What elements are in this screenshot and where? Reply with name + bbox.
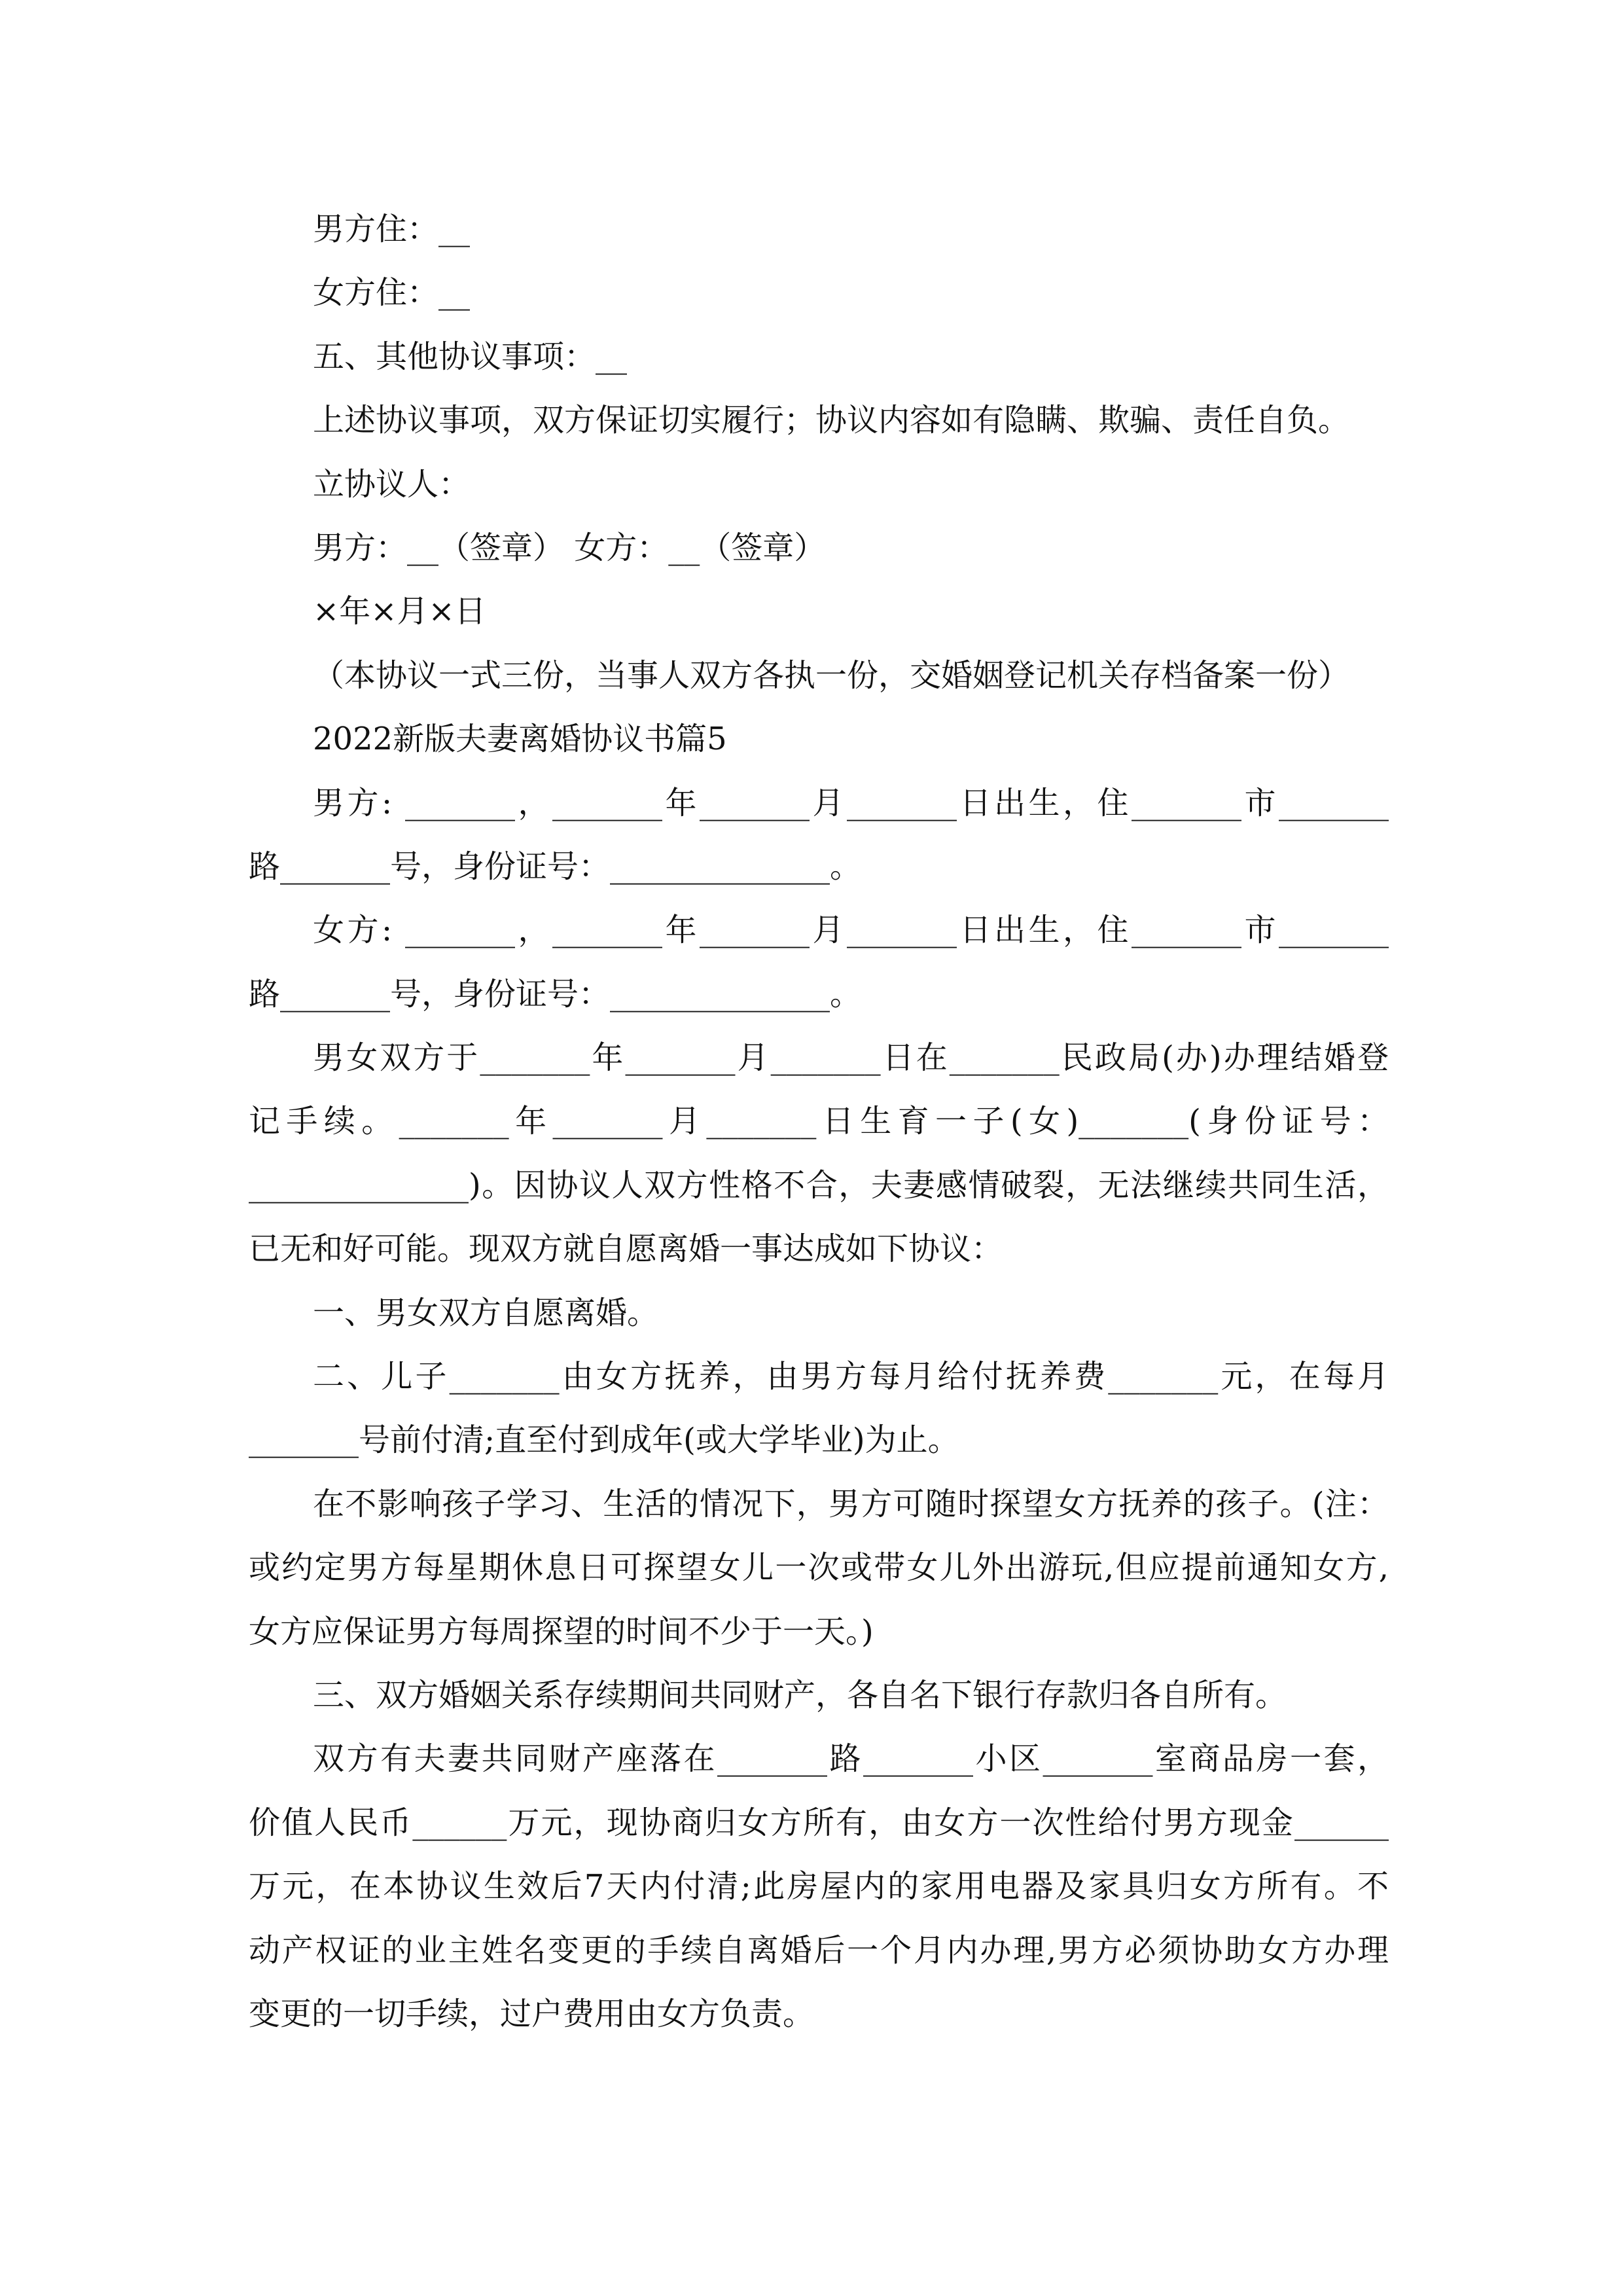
text-line: 立协议人：	[313, 465, 471, 503]
text-line: 三、双方婚姻关系存续期间共同财产，各自名下银行存款归各自所有。	[313, 1676, 1287, 1713]
text-line: 或约定男方每星期休息日可探望女儿一次或带女儿外出游玩,但应提前通知女方,	[249, 1549, 1389, 1587]
text-line: 价值人民币______万元，现协商归女方所有，由女方一次性给付男方现金______	[249, 1804, 1389, 1841]
signature-line: 男方：__（签章） 女方：__（签章）	[313, 529, 826, 566]
text-line: 在不影响孩子学习、生活的情况下，男方可随时探望女方抚养的孩子。(注：	[313, 1485, 1389, 1522]
text-line: 已无和好可能。现双方就自愿离婚一事达成如下协议：	[249, 1230, 1003, 1268]
text-line: 女方: _______，_______年_______月_______日出生，住_______市_______	[313, 912, 1389, 949]
text-line: 双方有夫妻共同财产座落在_______路_______小区_______室商品房一套，	[313, 1740, 1389, 1778]
text-line: 动产权证的业主姓名变更的手续自离婚后一个月内办理,男方必须协助女方办理	[249, 1931, 1389, 1969]
text-line: （本协议一式三份，当事人双方各执一份，交婚姻登记机关存档备案一份）	[313, 656, 1350, 694]
document-page	[249, 198, 1389, 2046]
text-line: 男方: _______，_______年_______月_______日出生，住_______市_______	[313, 784, 1389, 821]
text-line: _______号前付清;直至付到成年(或大学毕业)为止。	[249, 1422, 959, 1459]
date-line: ×年×月×日	[313, 593, 486, 630]
text-line: 上述协议事项，双方保证切实履行；协议内容如有隐瞒、欺骗、责任自负。	[313, 402, 1350, 439]
text-line: ______________)。因协议人双方性格不合，夫妻感情破裂，无法继续共同生活，	[249, 1166, 1389, 1204]
text-line: 变更的一切手续，过户费用由女方负责。	[249, 1995, 815, 2032]
section-title: 2022新版夫妻离婚协议书篇5	[313, 721, 727, 758]
text-line: 万元，在本协议生效后7天内付清;此房屋内的家用电器及家具归女方所有。不	[249, 1868, 1389, 1905]
text-line: 男女双方于_______年_______月_______日在_______民政局(办)办理结婚登	[313, 1039, 1389, 1077]
text-line: 女方住：__	[313, 274, 471, 312]
text-line: 女方应保证男方每周探望的时间不少于一天。)	[249, 1613, 874, 1650]
text-line: 一、男女双方自愿离婚。	[313, 1294, 659, 1331]
text-line: 二、儿子_______由女方抚养，由男方每月给付抚养费_______元，在每月	[313, 1358, 1389, 1395]
text-line: 路_______号，身份证号：______________。	[249, 975, 862, 1013]
text-line: 五、其他协议事项：__	[313, 338, 628, 375]
text-line: 记手续。_______年_______月_______日生育一子(女)_______(身份证号：	[249, 1103, 1389, 1140]
text-line: 路_______号，身份证号：______________。	[249, 848, 862, 885]
text-line: 男方住：__	[313, 211, 471, 247]
